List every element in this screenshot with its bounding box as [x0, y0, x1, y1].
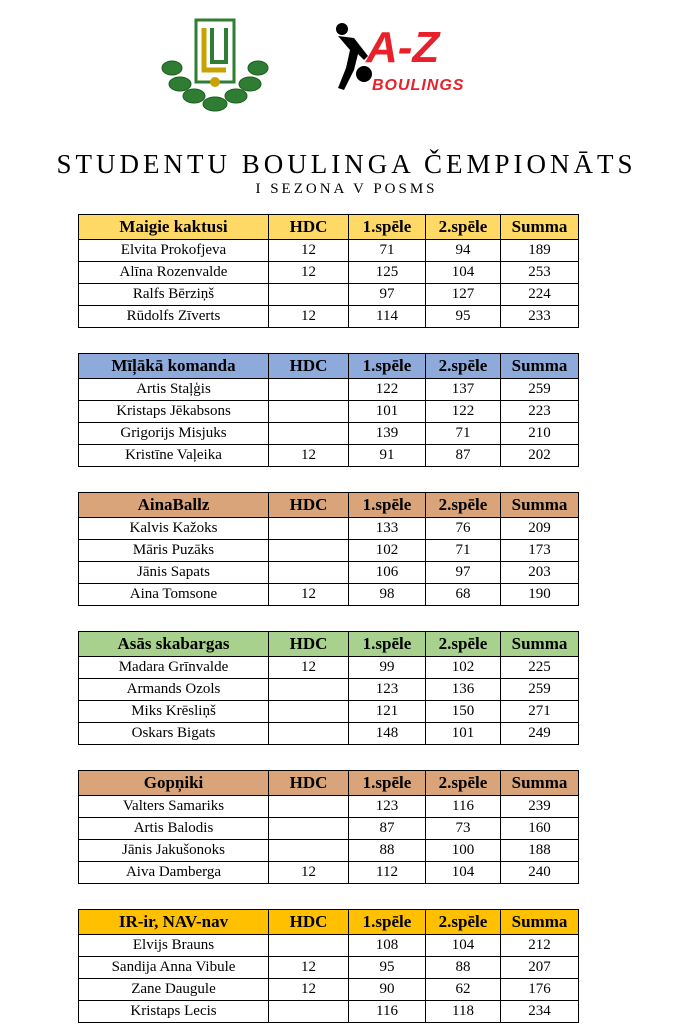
- player-hdc: [269, 679, 349, 701]
- player-game-2: 136: [426, 679, 501, 701]
- player-name: Kristīne Vaļeika: [79, 445, 269, 467]
- column-sum: Summa: [501, 910, 579, 935]
- page-subtitle: I SEZONA V POSMS: [255, 181, 438, 197]
- column-game-2: 2.spēle: [426, 493, 501, 518]
- player-game-1: 108: [349, 935, 426, 957]
- column-game-1: 1.spēle: [349, 771, 426, 796]
- column-game-2: 2.spēle: [426, 354, 501, 379]
- player-game-2: 118: [426, 1001, 501, 1023]
- column-sum: Summa: [501, 771, 579, 796]
- player-sum: 259: [501, 379, 579, 401]
- table-row: [79, 657, 579, 679]
- table-row: [79, 445, 579, 467]
- player-name: Elvijs Brauns: [79, 935, 269, 957]
- player-name: Elvita Prokofjeva: [79, 240, 269, 262]
- team-header-row: [79, 493, 579, 518]
- column-game-2: 2.spēle: [426, 215, 501, 240]
- team-table: [78, 353, 579, 467]
- player-game-2: 116: [426, 796, 501, 818]
- table-row: [79, 935, 579, 957]
- table-row: [79, 240, 579, 262]
- team-table: [78, 770, 579, 884]
- player-game-2: 104: [426, 262, 501, 284]
- player-game-1: 121: [349, 701, 426, 723]
- table-row: [79, 584, 579, 606]
- player-hdc: [269, 379, 349, 401]
- column-hdc: HDC: [269, 632, 349, 657]
- column-hdc: HDC: [269, 354, 349, 379]
- player-name: Aina Tomsone: [79, 584, 269, 606]
- player-hdc: 12: [269, 584, 349, 606]
- player-name: Oskars Bigats: [79, 723, 269, 745]
- player-hdc: 12: [269, 657, 349, 679]
- player-sum: 212: [501, 935, 579, 957]
- table-row: [79, 818, 579, 840]
- player-hdc: [269, 935, 349, 957]
- table-row: [79, 1001, 579, 1023]
- table-row: [79, 262, 579, 284]
- team-header-row: [79, 215, 579, 240]
- player-hdc: 12: [269, 979, 349, 1001]
- column-game-1: 1.spēle: [349, 215, 426, 240]
- player-name: Ralfs Bērziņš: [79, 284, 269, 306]
- player-game-2: 122: [426, 401, 501, 423]
- player-game-1: 125: [349, 262, 426, 284]
- player-name: Jānis Sapats: [79, 562, 269, 584]
- column-game-2: 2.spēle: [426, 910, 501, 935]
- table-row: [79, 796, 579, 818]
- player-game-2: 104: [426, 862, 501, 884]
- player-game-2: 62: [426, 979, 501, 1001]
- column-sum: Summa: [501, 493, 579, 518]
- table-row: [79, 723, 579, 745]
- page-title: STUDENTU BOULINGA ČEMPIONĀTS: [56, 149, 637, 179]
- team-table: [78, 631, 579, 745]
- player-sum: 188: [501, 840, 579, 862]
- column-game-2: 2.spēle: [426, 771, 501, 796]
- player-hdc: 12: [269, 862, 349, 884]
- player-game-1: 98: [349, 584, 426, 606]
- player-game-1: 90: [349, 979, 426, 1001]
- table-row: [79, 423, 579, 445]
- player-hdc: 12: [269, 240, 349, 262]
- table-row: [79, 401, 579, 423]
- player-hdc: [269, 818, 349, 840]
- player-name: Valters Samariks: [79, 796, 269, 818]
- player-game-2: 137: [426, 379, 501, 401]
- team-name: Maigie kaktusi: [79, 215, 269, 240]
- table-row: [79, 518, 579, 540]
- player-sum: 259: [501, 679, 579, 701]
- player-sum: 234: [501, 1001, 579, 1023]
- player-game-1: 91: [349, 445, 426, 467]
- player-game-1: 101: [349, 401, 426, 423]
- player-name: Zane Daugule: [79, 979, 269, 1001]
- player-sum: 233: [501, 306, 579, 328]
- player-game-1: 71: [349, 240, 426, 262]
- player-game-1: 133: [349, 518, 426, 540]
- boulings-logo-text: BOULINGS: [372, 77, 465, 94]
- player-sum: 240: [501, 862, 579, 884]
- player-game-2: 76: [426, 518, 501, 540]
- table-row: [79, 862, 579, 884]
- team-header-row: [79, 632, 579, 657]
- player-game-2: 127: [426, 284, 501, 306]
- player-game-2: 97: [426, 562, 501, 584]
- player-name: Jānis Jakušonoks: [79, 840, 269, 862]
- player-name: Alīna Rozenvalde: [79, 262, 269, 284]
- table-row: [79, 679, 579, 701]
- player-sum: 203: [501, 562, 579, 584]
- column-game-1: 1.spēle: [349, 632, 426, 657]
- table-row: [79, 957, 579, 979]
- player-name: Armands Ozols: [79, 679, 269, 701]
- player-game-2: 101: [426, 723, 501, 745]
- logo-bar: [0, 0, 693, 130]
- player-game-1: 112: [349, 862, 426, 884]
- player-sum: 224: [501, 284, 579, 306]
- player-hdc: 12: [269, 262, 349, 284]
- player-sum: 249: [501, 723, 579, 745]
- player-hdc: [269, 540, 349, 562]
- player-sum: 189: [501, 240, 579, 262]
- player-name: Rūdolfs Zīverts: [79, 306, 269, 328]
- player-game-2: 104: [426, 935, 501, 957]
- player-hdc: [269, 518, 349, 540]
- player-hdc: [269, 723, 349, 745]
- team-table: [78, 909, 579, 1023]
- player-name: Kristaps Jēkabsons: [79, 401, 269, 423]
- table-row: [79, 306, 579, 328]
- column-game-1: 1.spēle: [349, 493, 426, 518]
- table-row: [79, 379, 579, 401]
- player-hdc: [269, 1001, 349, 1023]
- player-hdc: 12: [269, 957, 349, 979]
- team-name: Gopņiki: [79, 771, 269, 796]
- player-game-1: 139: [349, 423, 426, 445]
- player-game-2: 73: [426, 818, 501, 840]
- player-sum: 225: [501, 657, 579, 679]
- player-game-2: 87: [426, 445, 501, 467]
- team-name: IR-ir, NAV-nav: [79, 910, 269, 935]
- player-sum: 223: [501, 401, 579, 423]
- player-hdc: [269, 562, 349, 584]
- team-name: AinaBallz: [79, 493, 269, 518]
- player-sum: 210: [501, 423, 579, 445]
- player-name: Grigorijs Misjuks: [79, 423, 269, 445]
- player-game-1: 95: [349, 957, 426, 979]
- team-name: Asās skabargas: [79, 632, 269, 657]
- player-sum: 271: [501, 701, 579, 723]
- player-name: Artis Balodis: [79, 818, 269, 840]
- player-sum: 160: [501, 818, 579, 840]
- player-sum: 253: [501, 262, 579, 284]
- player-game-1: 116: [349, 1001, 426, 1023]
- column-game-2: 2.spēle: [426, 632, 501, 657]
- column-hdc: HDC: [269, 910, 349, 935]
- team-header-row: [79, 771, 579, 796]
- player-game-2: 95: [426, 306, 501, 328]
- player-game-1: 123: [349, 679, 426, 701]
- player-name: Māris Puzāks: [79, 540, 269, 562]
- player-hdc: 12: [269, 306, 349, 328]
- column-hdc: HDC: [269, 771, 349, 796]
- player-game-1: 88: [349, 840, 426, 862]
- player-game-1: 97: [349, 284, 426, 306]
- lu-emblem-logo: [158, 16, 272, 112]
- player-sum: 173: [501, 540, 579, 562]
- player-game-2: 68: [426, 584, 501, 606]
- team-table: [78, 214, 579, 328]
- player-name: Artis Staļģis: [79, 379, 269, 401]
- player-game-2: 71: [426, 423, 501, 445]
- column-sum: Summa: [501, 354, 579, 379]
- player-game-2: 71: [426, 540, 501, 562]
- player-hdc: [269, 401, 349, 423]
- player-sum: 207: [501, 957, 579, 979]
- az-boulings-logo: [328, 20, 468, 94]
- player-game-1: 102: [349, 540, 426, 562]
- player-sum: 176: [501, 979, 579, 1001]
- player-hdc: [269, 423, 349, 445]
- player-game-2: 150: [426, 701, 501, 723]
- player-game-1: 99: [349, 657, 426, 679]
- column-sum: Summa: [501, 632, 579, 657]
- table-row: [79, 979, 579, 1001]
- player-game-2: 100: [426, 840, 501, 862]
- player-name: Kalvis Kažoks: [79, 518, 269, 540]
- player-game-1: 123: [349, 796, 426, 818]
- player-game-1: 87: [349, 818, 426, 840]
- player-game-2: 94: [426, 240, 501, 262]
- player-game-1: 148: [349, 723, 426, 745]
- column-hdc: HDC: [269, 493, 349, 518]
- team-header-row: [79, 910, 579, 935]
- player-sum: 190: [501, 584, 579, 606]
- player-game-1: 114: [349, 306, 426, 328]
- player-hdc: [269, 701, 349, 723]
- player-game-2: 102: [426, 657, 501, 679]
- team-table: [78, 492, 579, 606]
- player-name: Miks Krēsliņš: [79, 701, 269, 723]
- player-game-1: 122: [349, 379, 426, 401]
- player-sum: 239: [501, 796, 579, 818]
- player-name: Aiva Damberga: [79, 862, 269, 884]
- az-logo-text: A-Z: [366, 23, 440, 72]
- player-game-1: 106: [349, 562, 426, 584]
- table-row: [79, 562, 579, 584]
- column-game-1: 1.spēle: [349, 910, 426, 935]
- table-row: [79, 840, 579, 862]
- column-game-1: 1.spēle: [349, 354, 426, 379]
- team-name: Mīļākā komanda: [79, 354, 269, 379]
- column-sum: Summa: [501, 215, 579, 240]
- player-hdc: 12: [269, 445, 349, 467]
- player-game-2: 88: [426, 957, 501, 979]
- player-hdc: [269, 284, 349, 306]
- table-row: [79, 701, 579, 723]
- player-hdc: [269, 840, 349, 862]
- column-hdc: HDC: [269, 215, 349, 240]
- player-name: Kristaps Lecis: [79, 1001, 269, 1023]
- team-header-row: [79, 354, 579, 379]
- player-name: Madara Grīnvalde: [79, 657, 269, 679]
- player-hdc: [269, 796, 349, 818]
- table-row: [79, 284, 579, 306]
- player-sum: 202: [501, 445, 579, 467]
- player-sum: 209: [501, 518, 579, 540]
- player-name: Sandija Anna Vibule: [79, 957, 269, 979]
- table-row: [79, 540, 579, 562]
